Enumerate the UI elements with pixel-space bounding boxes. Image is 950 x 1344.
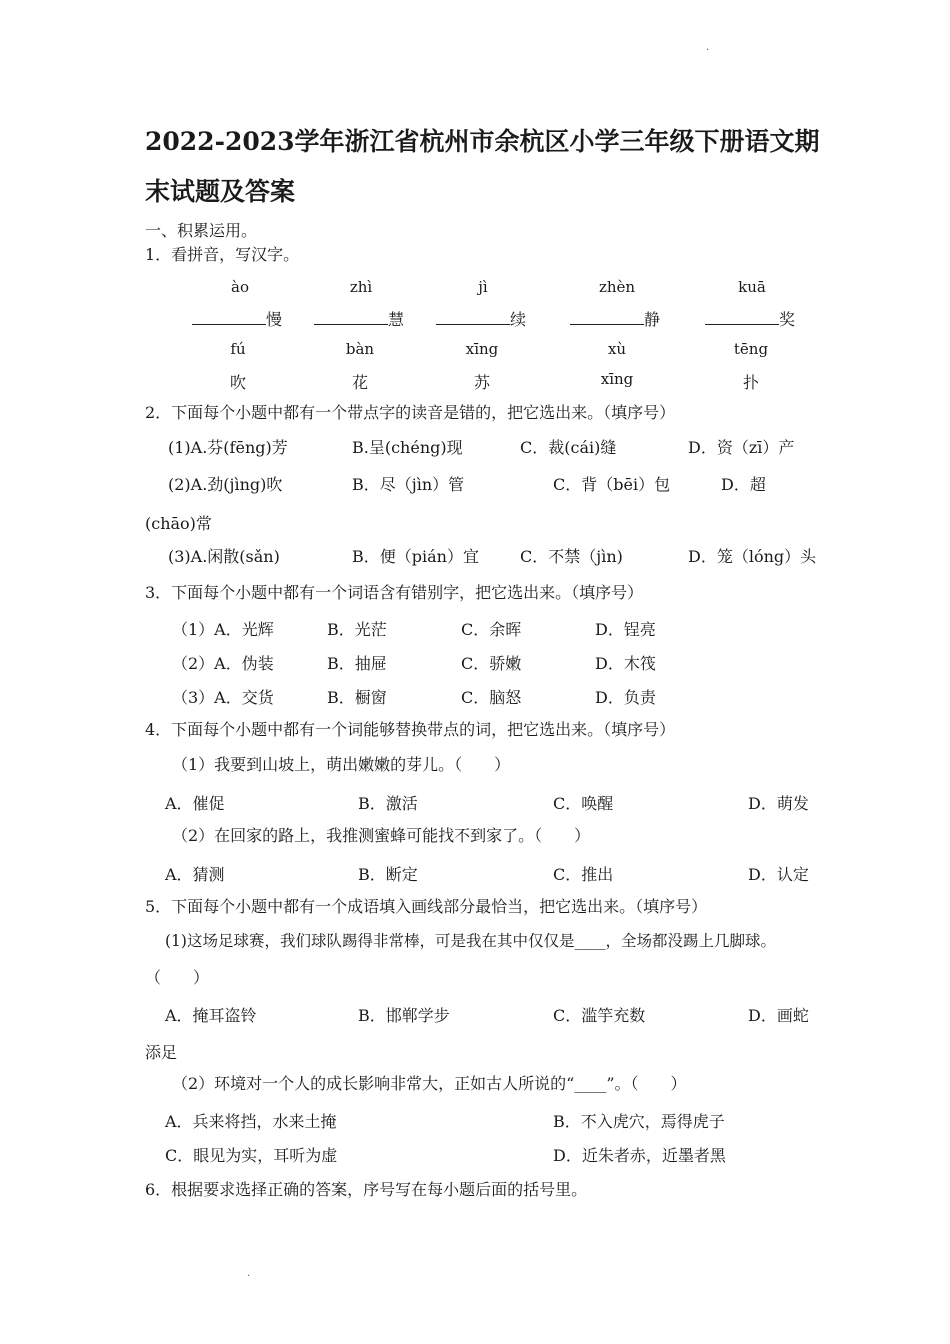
q3-option: C．骄嫩 (461, 654, 522, 673)
pinyin: bàn (345, 340, 375, 358)
pinyin: zhèn (598, 278, 636, 296)
q3-option: C．余晖 (461, 620, 522, 639)
character: 吹 (229, 373, 246, 392)
q4-option: C．唤醒 (553, 794, 614, 813)
pinyin: jì (478, 278, 488, 296)
q4-option: B．激活 (358, 794, 418, 813)
q5-sentence: （2）环境对一个人的成长影响非常大，正如古人所说的“____”。（ ） (172, 1074, 687, 1093)
q2-option-continued: (chāo)常 (145, 514, 212, 533)
footer-mark: . (247, 1268, 251, 1279)
q3-option: C．脑怒 (461, 688, 522, 707)
q2-option: D．超 (721, 475, 766, 494)
q3-option: D．木筏 (595, 654, 656, 673)
q4-option: C．推出 (553, 865, 614, 884)
q5-option: D．画蛇 (748, 1006, 809, 1025)
q4-sentence: （1）我要到山坡上，萌出嫩嫩的芽儿。（ ） (172, 755, 511, 774)
header-mark: . (706, 42, 710, 53)
q5-option: B．不入虎穴，焉得虎子 (553, 1112, 725, 1131)
q1-stem: 1．看拼音，写汉字。 (145, 245, 300, 264)
fill-blank-word[interactable]: 续 (436, 307, 526, 330)
q3-option: D．负责 (595, 688, 656, 707)
q5-option: C．眼见为实，耳听为虚 (165, 1146, 338, 1165)
fill-blank-word[interactable]: 奖 (705, 307, 795, 330)
q2-option: (1)A.芬(fēng)芳 (168, 438, 288, 457)
q3-option: B．光茫 (327, 620, 387, 639)
q4-stem: 4．下面每个小题中都有一个词能够替换带点的词，把它选出来。（填序号） (145, 720, 676, 739)
q2-stem: 2．下面每个小题中都有一个带点字的读音是错的，把它选出来。（填序号） (145, 403, 676, 422)
q3-option: D．锃亮 (595, 620, 656, 639)
q2-option: (3)A.闲散(sǎn) (168, 547, 280, 566)
q4-option: A．猜测 (165, 865, 225, 884)
q6-stem: 6．根据要求选择正确的答案，序号写在每小题后面的括号里。 (145, 1180, 588, 1199)
q2-option: B．便（pián）宜 (352, 547, 479, 566)
pinyin: xīng (465, 340, 499, 358)
pinyin: xīng (600, 370, 634, 388)
character: 花 (351, 373, 368, 392)
q2-option: B.呈(chéng)现 (352, 438, 463, 457)
q5-option: D．近朱者赤，近墨者黑 (553, 1146, 726, 1165)
q2-option: B．尽（jìn）管 (352, 475, 465, 494)
pinyin: tēng (733, 340, 769, 358)
q3-option: （1）A．光辉 (172, 620, 274, 639)
q2-option: (2)A.劲(jìng)吹 (168, 475, 283, 494)
character: 扑 (742, 373, 759, 392)
pinyin: kuā (738, 278, 766, 296)
pinyin: fú (230, 340, 246, 358)
document-title-line1: 2022-2023学年浙江省杭州市余杭区小学三年级下册语文期 (145, 127, 820, 156)
q3-option: B．橱窗 (327, 688, 387, 707)
q2-option: D．资（zī）产 (688, 438, 795, 457)
q4-option: B．断定 (358, 865, 418, 884)
fill-blank-word[interactable]: 慧 (314, 307, 404, 330)
q5-answer-bracket[interactable]: （ ） (145, 968, 210, 987)
document-title-line2: 末试题及答案 (145, 177, 296, 206)
pinyin: zhì (349, 278, 373, 296)
q3-option: B．抽屉 (327, 654, 387, 673)
q4-option: D．萌发 (748, 794, 809, 813)
character: 苏 (473, 373, 490, 392)
q5-option: A．兵来将挡，水来土掩 (165, 1112, 337, 1131)
pinyin: ào (231, 278, 249, 296)
fill-blank-word[interactable]: 静 (570, 307, 660, 330)
section-heading: 一、积累运用。 (145, 221, 258, 240)
q5-sentence: (1)这场足球赛，我们球队踢得非常棒，可是我在其中仅仅是____，全场都没踢上几脚球。 (165, 932, 776, 950)
q3-option: （3）A．交货 (172, 688, 274, 707)
q5-option: B．邯郸学步 (358, 1006, 450, 1025)
q4-option: A．催促 (165, 794, 225, 813)
q2-option: C．背（bēi）包 (553, 475, 671, 494)
q2-option: D．笼（lóng）头 (688, 547, 817, 566)
q4-option: D．认定 (748, 865, 809, 884)
q5-stem: 5．下面每个小题中都有一个成语填入画线部分最恰当，把它选出来。（填序号） (145, 897, 708, 916)
q5-option: A．掩耳盗铃 (165, 1006, 257, 1025)
q3-stem: 3．下面每个小题中都有一个词语含有错别字，把它选出来。（填序号） (145, 583, 644, 602)
pinyin: xù (607, 340, 627, 358)
q4-sentence: （2）在回家的路上，我推测蜜蜂可能找不到家了。（ ） (172, 826, 591, 845)
q5-option: C．滥竽充数 (553, 1006, 646, 1025)
fill-blank-word[interactable]: 慢 (192, 307, 282, 330)
q2-option: C．裁(cái)缝 (520, 438, 617, 457)
q3-option: （2）A．伪装 (172, 654, 274, 673)
q5-option-continued: 添足 (145, 1043, 178, 1062)
q2-option: C．不禁（jìn) (520, 547, 623, 566)
